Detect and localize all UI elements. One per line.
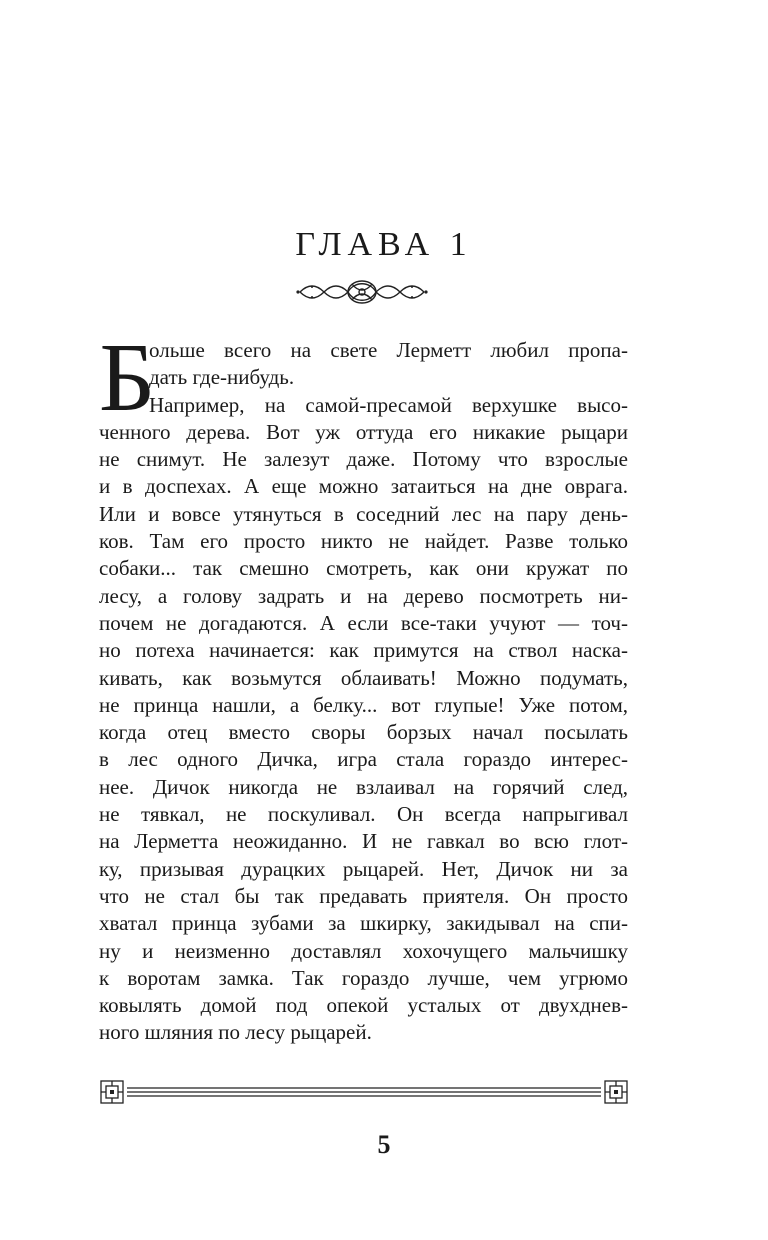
decorative-rule-icon: [97, 1076, 631, 1108]
text-line: не снимут. Не залезут даже. Потому что взрослые: [99, 447, 628, 472]
text-line: нее. Дичок никогда не взлаивал на горячий след,: [99, 774, 628, 799]
text-line: хватал принца зубами за шкирку, закидывал на спи-: [99, 911, 628, 936]
text-line: не тявкал, не поскуливал. Он всегда напрыгивал: [99, 802, 628, 827]
text-line: дать где-нибудь.: [149, 365, 295, 390]
text-line: на Лерметта неожиданно. И не гавкал во всю глот-: [99, 829, 628, 854]
text-line: ков. Там его просто никто не найдет. Разве только: [99, 529, 628, 554]
text-line: когда отец вместо своры борзых начал посылать: [99, 720, 628, 745]
text-line: в лес одного Дичка, игра стала гораздо интерес-: [99, 747, 628, 772]
drop-cap: Б: [99, 324, 156, 432]
page-number: 5: [377, 1130, 391, 1159]
text-line: ну и неизменно доставлял хохочущего мальчишку: [99, 938, 628, 963]
text-line: собаки... так смешно смотреть, как они кружат по: [99, 556, 628, 581]
text-line: ку, призывая дурацких рыцарей. Нет, Дичок ни за: [99, 856, 628, 881]
text-line: не принца нашли, а белку... вот глупые! Уже потом,: [99, 692, 628, 717]
text-line: ковылять домой под опекой усталых от двухднев-: [99, 993, 628, 1018]
text-line: но потеха начинается: как примутся на ствол наска-: [99, 638, 628, 663]
text-line: ного шляния по лесу рыцарей.: [99, 1020, 372, 1045]
text-line: почем не догадаются. А если все-таки учуют — точ-: [99, 610, 628, 635]
text-line: и в доспехах. А еще можно затаиться на дне оврага.: [99, 474, 628, 499]
text-line: что не стал бы так предавать приятеля. Он просто: [99, 883, 628, 908]
chapter-title: ГЛАВА 1: [295, 226, 473, 263]
chapter-text: [99, 324, 628, 1047]
text-line: кивать, как возьмутся облаивать! Можно подумать,: [99, 665, 628, 690]
knot-ornament-icon: [296, 278, 428, 306]
text-line: к воротам замка. Так гораздо лучше, чем угрюмо: [99, 965, 628, 990]
text-line: ольше всего на свете Лерметт любил пропа-: [149, 338, 628, 362]
text-line: Или и вовсе утянуться в соседний лес на пару день-: [99, 501, 628, 526]
text-line: Например, на самой-пресамой верхушке высо-: [149, 392, 628, 417]
text-line: лесу, а голову задрать и на дерево посмотреть ни-: [99, 583, 628, 608]
text-line: ченного дерева. Вот уж оттуда его никакие рыцари: [99, 419, 628, 444]
